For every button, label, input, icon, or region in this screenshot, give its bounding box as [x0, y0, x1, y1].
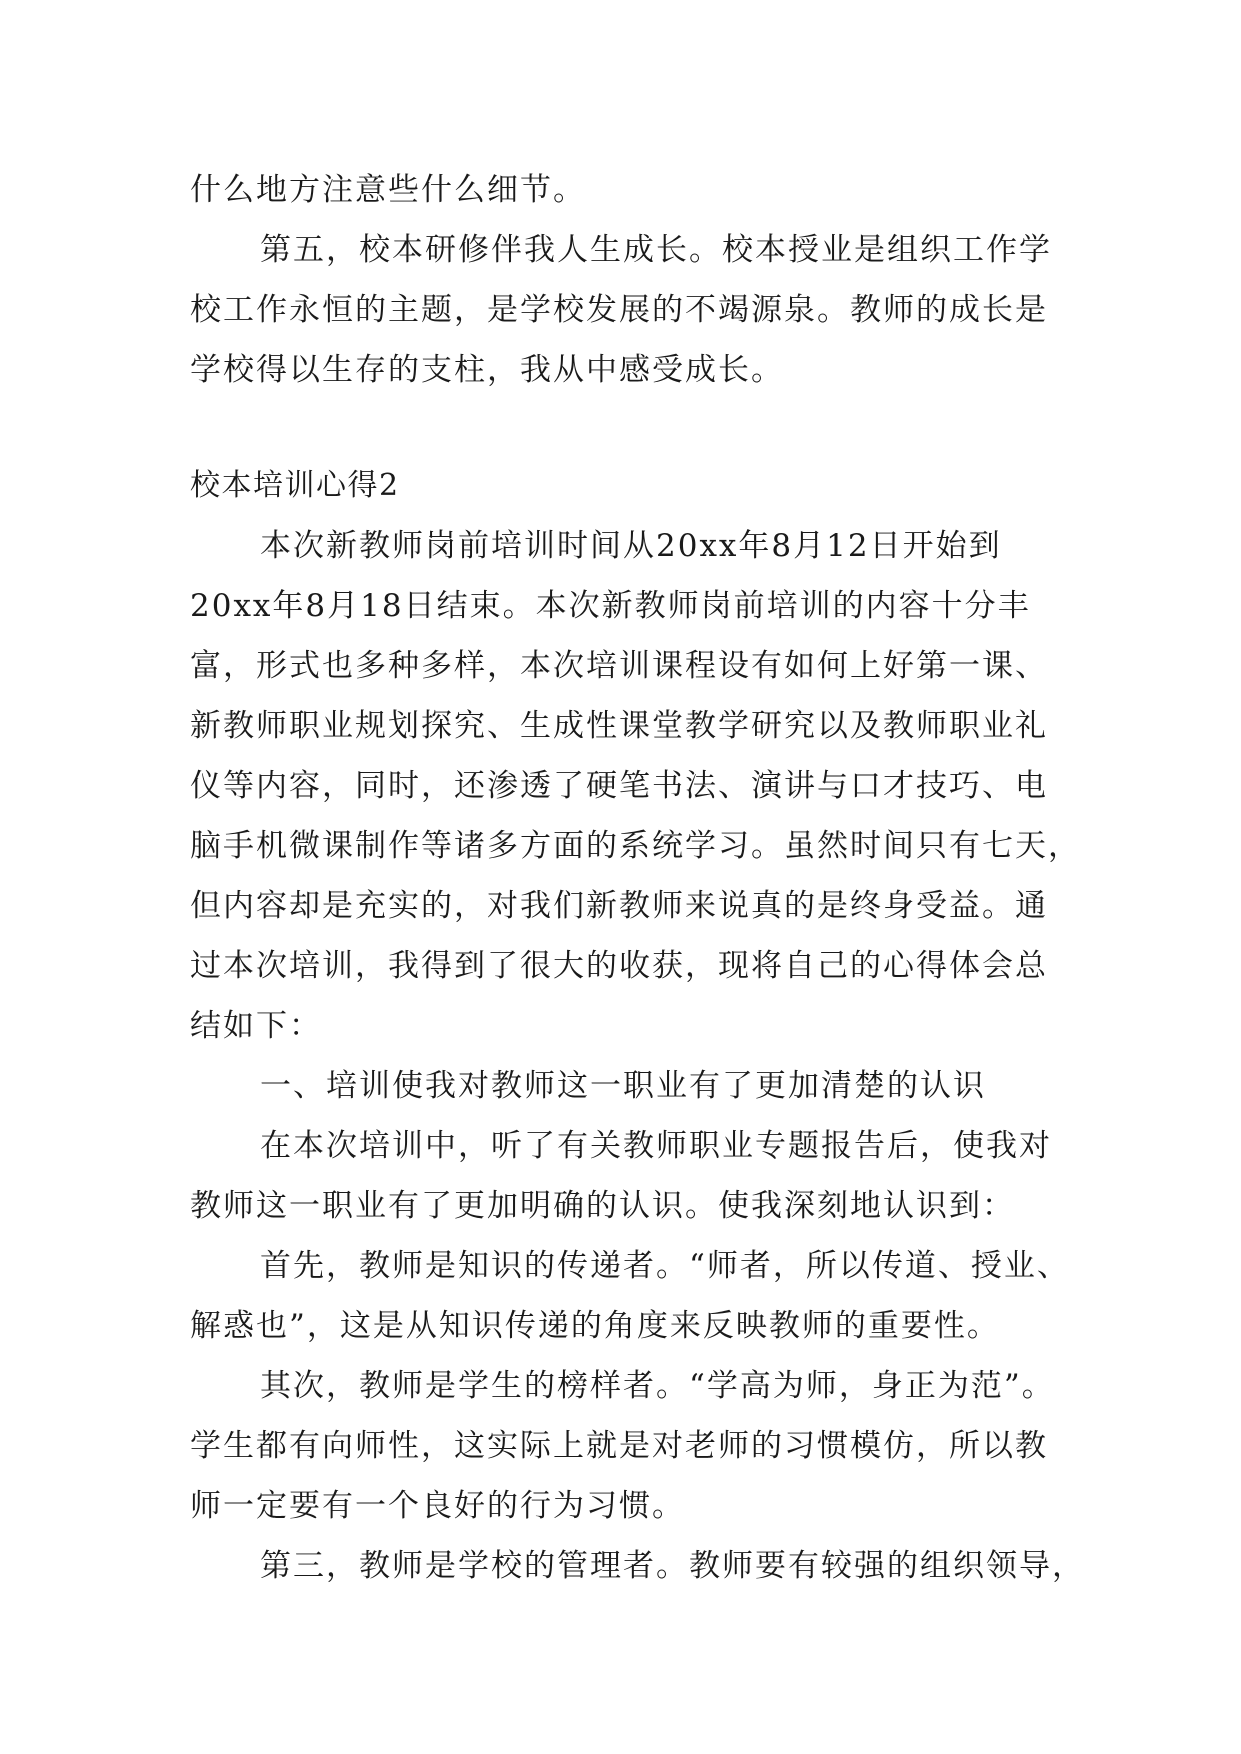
paragraph-line: 但内容却是充实的，对我们新教师来说真的是终身受益。通 — [190, 888, 1048, 924]
paragraph-line: 学生都有向师性，这实际上就是对老师的习惯模仿，所以教 — [190, 1428, 1048, 1464]
paragraph-line: 师一定要有一个良好的行为习惯。 — [190, 1488, 685, 1524]
paragraph-line: 第三，教师是学校的管理者。教师要有较强的组织领导， — [260, 1548, 1085, 1584]
paragraph-line: 20xx年8月18日结束。本次新教师岗前培训的内容十分丰 — [190, 588, 1031, 624]
section-gap — [190, 400, 1052, 456]
paragraph-line: 结如下： — [190, 1008, 322, 1044]
paragraph-line: 教师这一职业有了更加明确的认识。使我深刻地认识到： — [190, 1188, 1015, 1224]
paragraph-line: 过本次培训，我得到了很大的收获，现将自己的心得体会总 — [190, 948, 1048, 984]
document-page — [190, 160, 1085, 1596]
paragraph-line: 新教师职业规划探究、生成性课堂教学研究以及教师职业礼 — [190, 708, 1048, 744]
section-heading: 校本培训心得2 — [190, 468, 400, 503]
point-title: 一、培训使我对教师这一职业有了更加清楚的认识 — [260, 1068, 986, 1104]
paragraph-line: 第五，校本研修伴我人生成长。校本授业是组织工作学 — [260, 232, 1052, 268]
paragraph-line: 什么地方注意些什么细节。 — [190, 172, 586, 208]
paragraph-line: 其次，教师是学生的榜样者。“学高为师，身正为范”。 — [260, 1368, 1055, 1404]
paragraph-line: 仪等内容，同时，还渗透了硬笔书法、演讲与口才技巧、电 — [190, 768, 1048, 804]
paragraph-line: 首先，教师是知识的传递者。“师者，所以传道、授业、 — [260, 1248, 1070, 1284]
paragraph-line: 脑手机微课制作等诸多方面的系统学习。虽然时间只有七天， — [190, 828, 1081, 864]
paragraph-line: 本次新教师岗前培训时间从20xx年8月12日开始到 — [260, 528, 1002, 564]
paragraph-line: 富，形式也多种多样，本次培训课程设有如何上好第一课、 — [190, 648, 1048, 684]
paragraph-line: 校工作永恒的主题，是学校发展的不竭源泉。教师的成长是 — [190, 292, 1048, 328]
paragraph-line: 解惑也”，这是从知识传递的角度来反映教师的重要性。 — [190, 1308, 1000, 1344]
paragraph-line: 学校得以生存的支柱，我从中感受成长。 — [190, 352, 784, 388]
paragraph-line: 在本次培训中，听了有关教师职业专题报告后，使我对 — [260, 1128, 1052, 1164]
